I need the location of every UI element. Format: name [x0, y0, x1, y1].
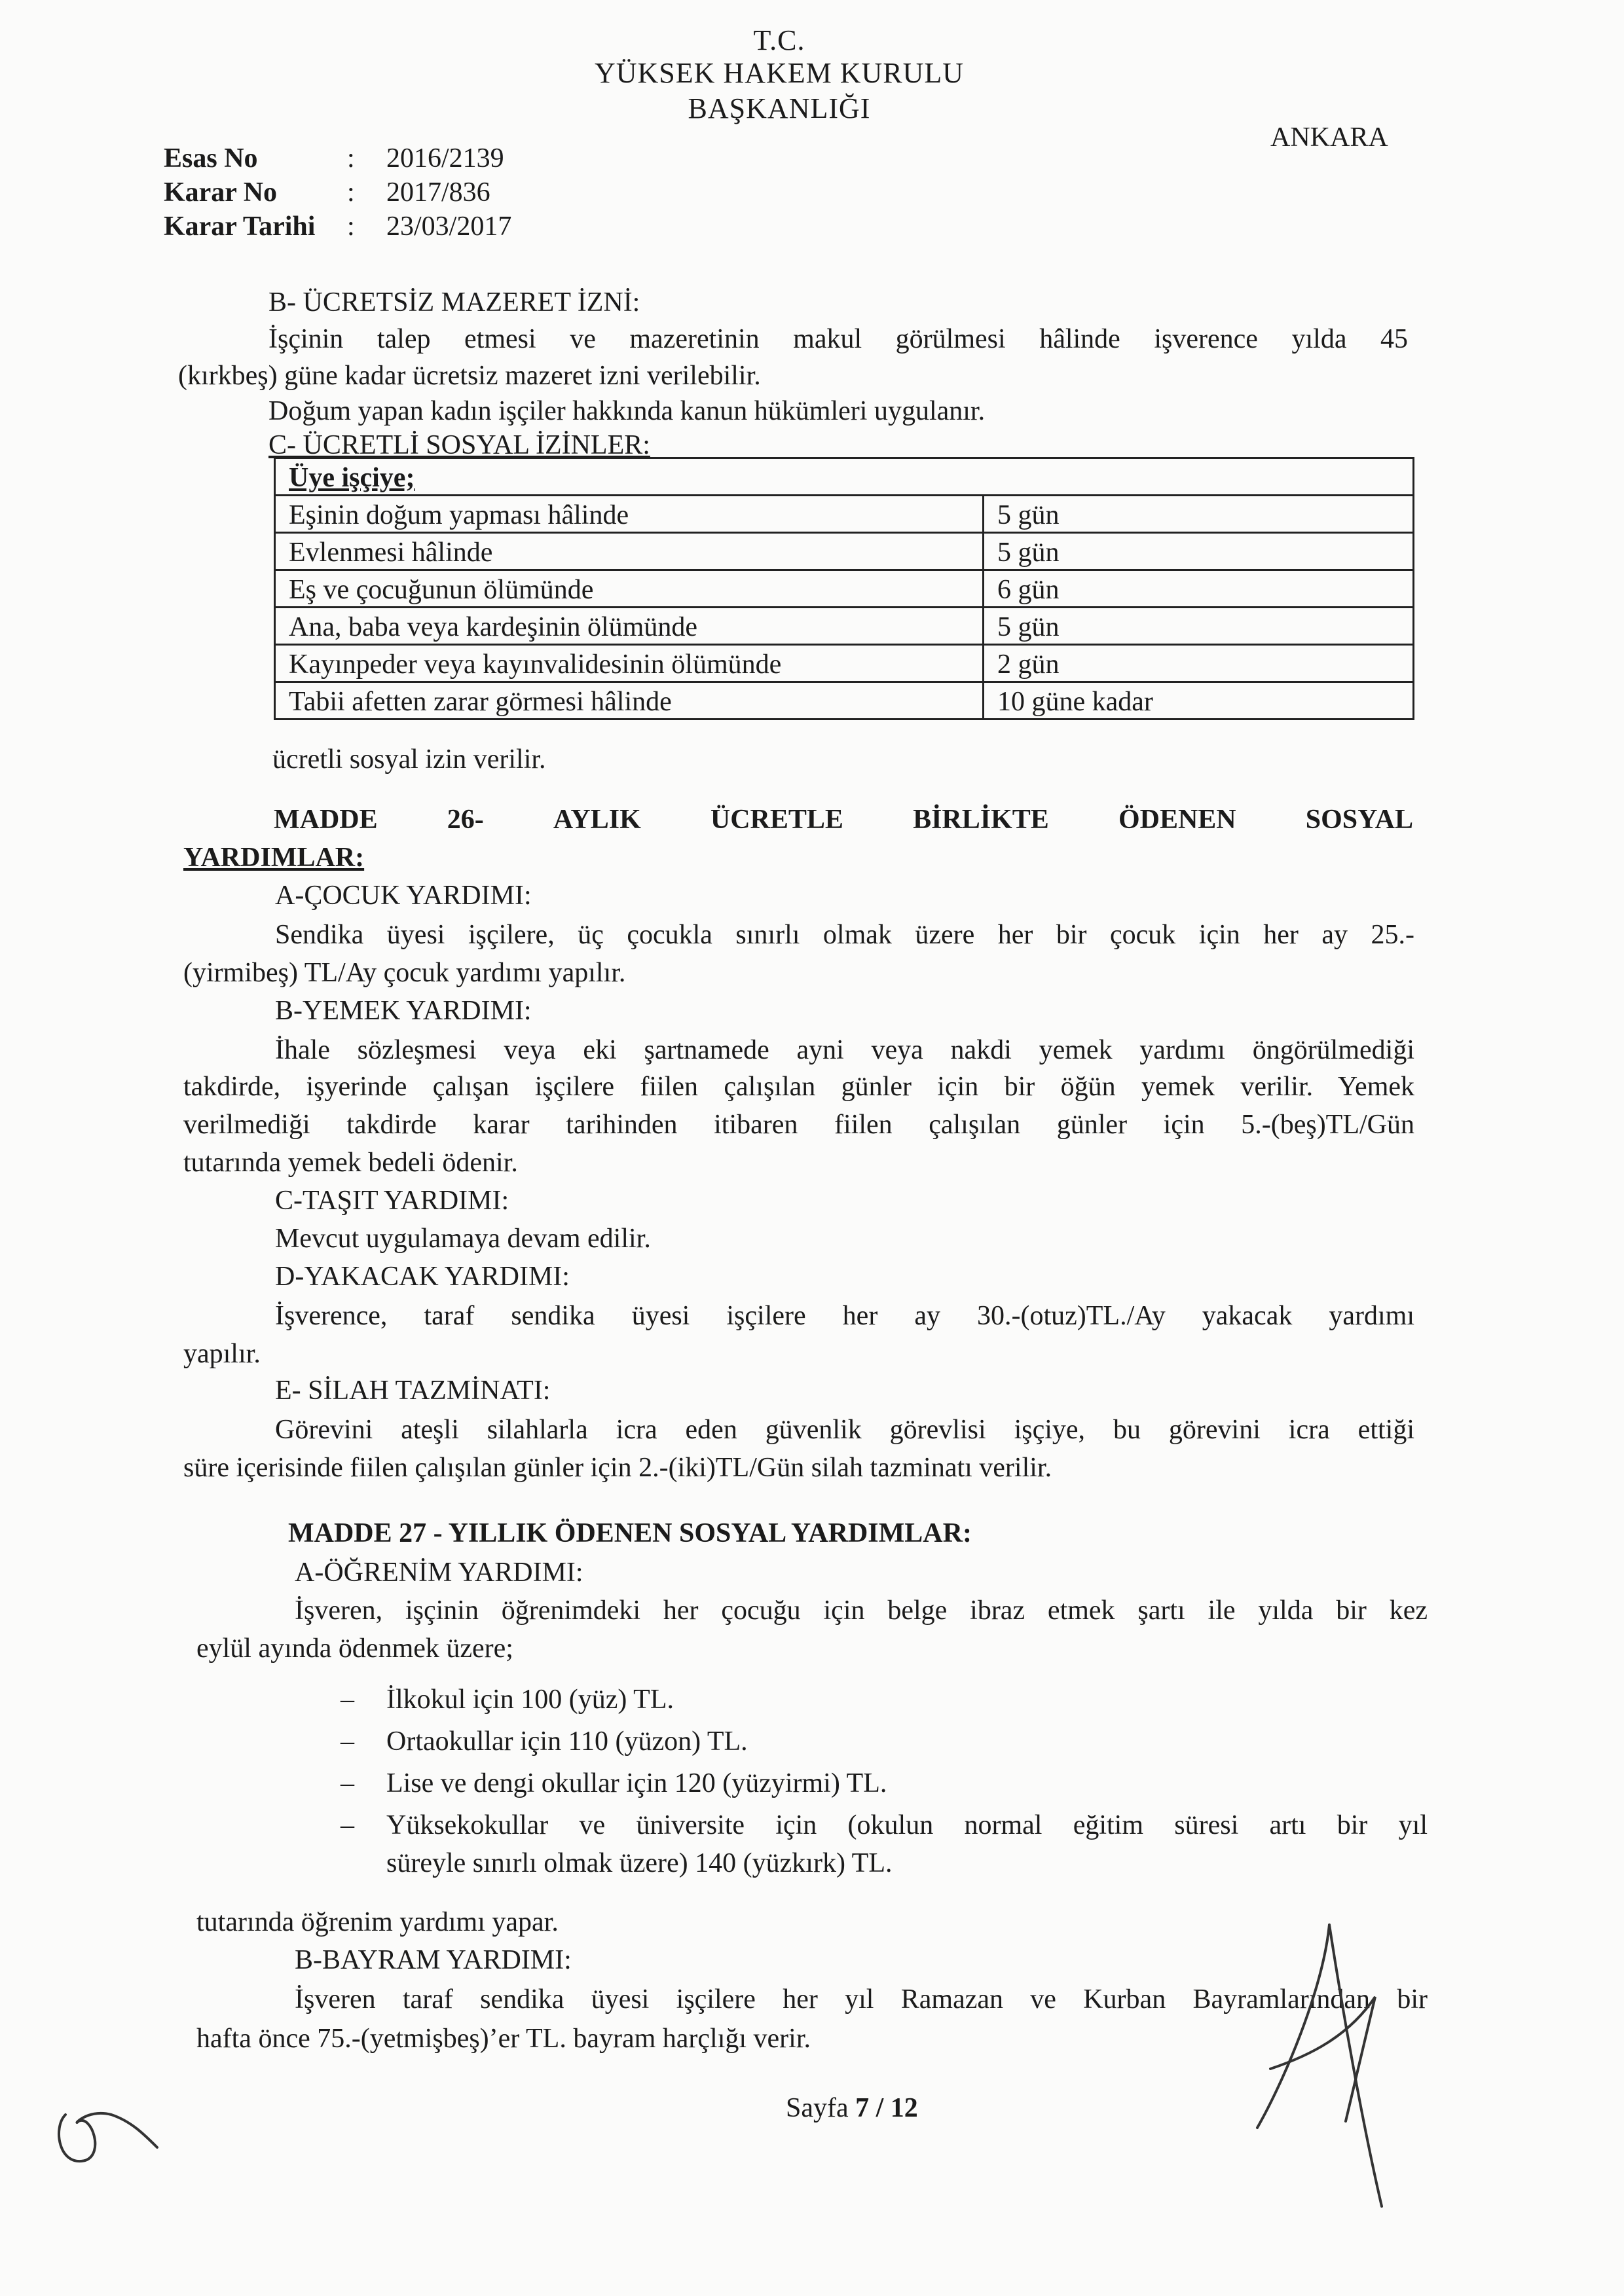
bullet-text: Yüksekokullar ve üniversite için (okulun normal eğitim süresi artı bir yıl [386, 1810, 1428, 1840]
header-tc: T.C. [753, 24, 805, 56]
madde26-b-title: B-YEMEK YARDIMI: [275, 996, 532, 1026]
madde26-title-word: BİRLİKTE [913, 805, 1049, 835]
madde26-title-word: SOSYAL [1305, 805, 1413, 835]
madde26-a2: (yirmibeş) TL/Ay çocuk yardımı yapılır. [183, 958, 626, 988]
header-city: ANKARA [1270, 122, 1388, 153]
table-cell-days: 6 gün [984, 570, 1414, 608]
madde27-a1: İşveren, işçinin öğrenimdeki her çocuğu için belge ibraz etmek şartı ile yılda bir kez [295, 1595, 1428, 1626]
table-cell-days: 5 gün [984, 533, 1414, 570]
section-b-p1a: İşçinin talep etmesi ve mazeretinin makul görülmesi hâlinde işverence yılda 45 [268, 324, 1408, 354]
table-cell-event: Tabii afetten zarar görmesi hâlinde [275, 682, 984, 720]
madde27-a-title: A-ÖĞRENİM YARDIMI: [295, 1558, 583, 1588]
madde26-title [274, 804, 1413, 835]
madde27-a2: eylül ayında ödenmek üzere; [196, 1633, 513, 1664]
table-cell-event: Eş ve çocuğunun ölümünde [275, 570, 984, 608]
section-b-p2: Doğum yapan kadın işçiler hakkında kanun hükümleri uygulanır. [268, 396, 986, 426]
madde26-c1: Mevcut uygulamaya devam edilir. [275, 1224, 651, 1254]
table-cell-days: 5 gün [984, 496, 1414, 533]
bullet-dash: – [341, 1726, 354, 1757]
madde27-b-title: B-BAYRAM YARDIMI: [295, 1945, 572, 1975]
meta-value: 2016/2139 [386, 143, 504, 173]
page-prefix: Sayfa [786, 2093, 849, 2123]
bullet-dash: – [341, 1768, 354, 1798]
meta-esas: Esas No : 2016/2139 [164, 143, 504, 173]
paid-leave-table [274, 457, 1414, 720]
madde27-bullet [341, 1684, 674, 1715]
madde26-b2: takdirde, işyerinde çalışan işçilere fiilen çalışılan günler için bir öğün yemek verilir. Yemek [183, 1072, 1414, 1102]
header-institution: YÜKSEK HAKEM KURULU [594, 57, 965, 89]
table-row [275, 645, 1414, 682]
meta-value: 2017/836 [386, 177, 490, 208]
madde26-b3: verilmediği takdirde karar tarihinden itibaren fiilen çalışılan günler için 5.-(beş)TL/Gün [183, 1110, 1414, 1140]
madde27-b2: hafta önce 75.-(yetmişbeş)’er TL. bayram harçlığı verir. [196, 2024, 811, 2054]
meta-value: 23/03/2017 [386, 211, 512, 242]
table-cell-days: 2 gün [984, 645, 1414, 682]
madde26-e1: Görevini ateşli silahlarla icra eden güvenlik görevlisi işçiye, bu görevini icra ettiği [275, 1415, 1414, 1445]
madde26-b4: tutarında yemek bedeli ödenir. [183, 1148, 518, 1178]
table-row [275, 682, 1414, 720]
madde26-d2: yapılır. [183, 1339, 261, 1369]
section-c-after: ücretli sosyal izin verilir. [272, 744, 546, 774]
madde26-title-word: ÜCRETLE [710, 805, 843, 835]
table-row [275, 496, 1414, 533]
table-cell-event: Evlenmesi hâlinde [275, 533, 984, 570]
madde26-title-word: 26- [447, 805, 484, 835]
meta-label: Karar No [164, 177, 278, 208]
bullet-text: Ortaokullar için 110 (yüzon) TL. [386, 1726, 748, 1757]
header-presidency: BAŞKANLIĞI [688, 92, 871, 124]
page-number [786, 2092, 918, 2124]
meta-label: Karar Tarihi [164, 211, 316, 242]
madde27-bullet [341, 1726, 748, 1757]
madde26-d-title: D-YAKACAK YARDIMI: [275, 1262, 570, 1292]
madde26-a-title: A-ÇOCUK YARDIMI: [275, 881, 532, 911]
madde26-title-word: ÖDENEN [1118, 805, 1236, 835]
bullet-text: Lise ve dengi okullar için 120 (yüzyirmi) TL. [386, 1768, 887, 1798]
bullet-dash: – [341, 1810, 354, 1840]
page-count: 7 / 12 [855, 2093, 918, 2123]
section-b-title: B- ÜCRETSİZ MAZERET İZNİ: [268, 287, 640, 318]
table-cell-days: 10 güne kadar [984, 682, 1414, 720]
madde27-bullet4-cont: süreyle sınırlı olmak üzere) 140 (yüzkırk) TL. [386, 1848, 893, 1878]
table-row [275, 608, 1414, 645]
table-cell-days: 5 gün [984, 608, 1414, 645]
madde26-e-title: E- SİLAH TAZMİNATI: [275, 1376, 551, 1406]
table-cell-event: Ana, baba veya kardeşinin ölümünde [275, 608, 984, 645]
section-c-title: C- ÜCRETLİ SOSYAL İZİNLER: [268, 430, 650, 460]
table-header-row [275, 458, 1414, 496]
madde26-d1: İşverence, taraf sendika üyesi işçilere her ay 30.-(otuz)TL./Ay yakacak yardımı [275, 1301, 1414, 1331]
madde26-title-word: AYLIK [553, 805, 641, 835]
table-cell-event: Kayınpeder veya kayınvalidesinin ölümünde [275, 645, 984, 682]
bullet-text: İlkokul için 100 (yüz) TL. [386, 1685, 674, 1715]
madde27-title: MADDE 27 - YILLIK ÖDENEN SOSYAL YARDIMLAR: [288, 1518, 972, 1548]
table-cell-event: Eşinin doğum yapması hâlinde [275, 496, 984, 533]
table-header-cell: Üye işçiye; [275, 458, 1414, 496]
meta-label: Esas No [164, 143, 258, 173]
madde26-b1: İhale sözleşmesi veya eki şartnamede ayni veya nakdi yemek yardımı öngörülmediği [275, 1035, 1414, 1065]
initial-mark [46, 2088, 177, 2180]
section-b-p1b: (kırkbeş) güne kadar ücretsiz mazeret izni verilebilir. [178, 361, 761, 391]
madde27-a-after: tutarında öğrenim yardımı yapar. [196, 1907, 559, 1937]
meta-tarih: Karar Tarihi : 23/03/2017 [164, 211, 512, 242]
madde27-bullet [341, 1810, 1428, 1841]
bullet-dash: – [341, 1685, 354, 1715]
madde27-b1: İşveren taraf sendika üyesi işçilere her yıl Ramazan ve Kurban Bayramlarından bir [295, 1984, 1428, 2014]
madde26-title-word: MADDE [274, 805, 378, 835]
table-row [275, 570, 1414, 608]
signature-mark [1231, 1912, 1401, 2213]
madde26-a1: Sendika üyesi işçilere, üç çocukla sınırlı olmak üzere her bir çocuk için her ay 25.- [275, 920, 1414, 950]
madde26-title-cont: YARDIMLAR: [183, 843, 365, 873]
table-row [275, 533, 1414, 570]
madde26-e2: süre içerisinde fiilen çalışılan günler için 2.-(iki)TL/Gün silah tazminatı verilir. [183, 1453, 1052, 1483]
madde26-c-title: C-TAŞIT YARDIMI: [275, 1186, 509, 1216]
madde27-bullet [341, 1768, 887, 1799]
meta-karar: Karar No : 2017/836 [164, 177, 490, 208]
